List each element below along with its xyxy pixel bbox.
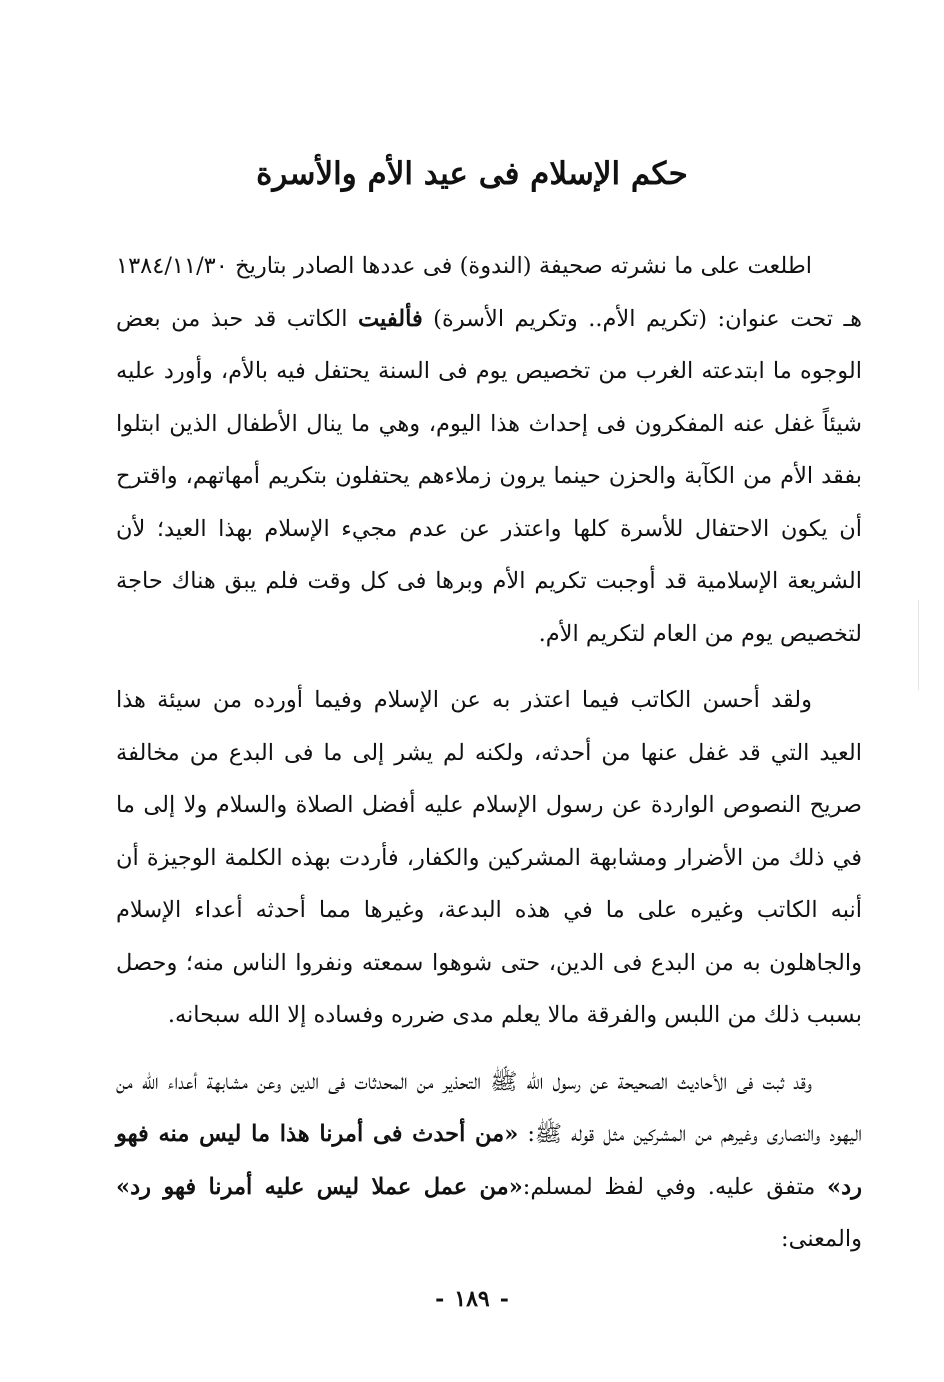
paragraph-2-part-1: ولقد أحسن الكاتب فيما اعتذر به عن الإسلام وفيما أورده من سيئة هذا العيد التي قد غفل عنها من أحدثه، ولكنه لم يشر إلى ما فى البدع من مخالفة صريح النصوص الواردة عن رسول الإسلام عليه أفضل الصلاة والسلام ولا إلى ما في ذلك من الأضرار ومشابهة المشركين والكفار، فأردت بهذه الكلمة الوجيزة أن أنبه الكاتب وغيره على ما في هذه البدعة، وغيرها مما أحدثه أعداء الإسلام والجاهلون به من البدع فى الدين، حتى شوهوا سمعته ونفروا الناس منه؛ وحصل بسبب ذلك من اللبس والفرقة مالا يعلم مدى ضرره وفساده إلا الله سبحانه. (116, 687, 862, 1028)
scan-edge-mark (918, 600, 919, 690)
paragraph-1-part-1: اطلعت على ما نشرته صحيفة (الندوة) فى عددها الصادر بتاريخ ١٣٨٤/١١/٣٠ هـ تحت عنوان: (تكريم الأم.. وتكريم الأسرة) (116, 253, 862, 332)
paragraph-1 (116, 240, 862, 660)
paragraph-1-part-2: فألفيت (357, 305, 423, 332)
paragraph-2 (116, 674, 862, 1042)
paragraph-3 (116, 1056, 862, 1266)
paragraph-3-part-3: متفق عليه. وفي لفظ لمسلم: (522, 1173, 828, 1200)
paragraph-1-part-3: الكاتب قد حبذ من بعض الوجوه ما ابتدعته الغرب من تخصيص يوم فى السنة يحتفل فيه بالأم، وأورد عليه شيئاً غفل عنه المفكرون فى إحداث هذا اليوم، وهي ما ينال الأطفال الذين ابتلوا بفقد الأم من الكآبة والحزن حينما يرون زملاءهم يحتفلون بتكريم أمهاتهم، واقترح أن يكون الاحتفال للأسرة كلها واعتذر عن عدم مجيء الإسلام بهذا العيد؛ لأن الشريعة الإسلامية قد أوجبت تكريم الأم وبرها فى كل وقت فلم يبق هناك حاجة لتخصيص يوم من العام لتكريم الأم. (116, 305, 862, 647)
paragraph-3-part-1: وقد ثبت فى الأحاديث الصحيحة عن رسول الله ﷺ التحذير من المحدثات فى الدين وعن مشابهة أعداء الله من اليهود والنصارى وغيرهم من المشركين مثل قوله ﷺ: (116, 1068, 862, 1147)
page-title: حكم الإسلام فى عيد الأم والأسرة (256, 156, 688, 192)
body-text (116, 240, 862, 1280)
page-number-dash-right: - (435, 1286, 445, 1312)
hadith-quote-1: «من أحدث فى أمرنا هذا ما ليس منه فهو رد» (116, 1121, 862, 1200)
hadith-quote-2: «من عمل عملا ليس عليه أمرنا فهو رد» (116, 1173, 523, 1200)
page-number (0, 1284, 944, 1314)
page-number-value: ١٨٩ (454, 1286, 490, 1312)
paragraph-3-part-5: والمعنى: (781, 1226, 862, 1252)
page-number-dash-left: - (499, 1286, 509, 1312)
